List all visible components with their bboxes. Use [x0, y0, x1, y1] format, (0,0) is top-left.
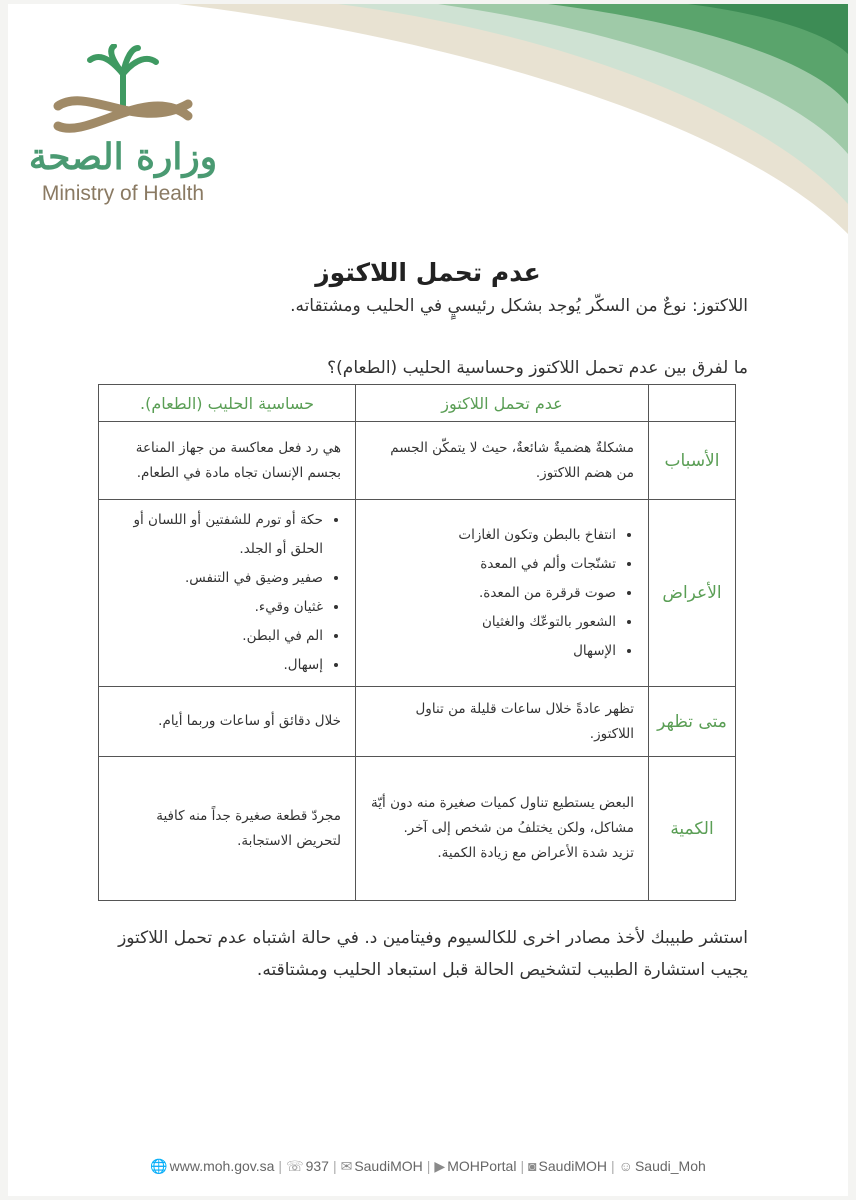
- list-item: • الإسهال: [370, 637, 616, 666]
- list-item: • الشعور بالتوعّك والغثيان: [370, 608, 616, 637]
- advice-text: استشر طبيبك لأخذ مصادر اخرى للكالسيوم وفيتامين د. في حالة اشتباه عدم تحمل اللاكتوز يجيب استشارة الطبيب لتشخيص الحالة قبل استبعاد الحليب ومشتاقته.: [118, 928, 748, 980]
- intro-text: اللاكتوز: نوعٌ من السكّر يُوجد بشكل رئيسيٍ في الحليب ومشتقاته.: [290, 296, 748, 316]
- logo-text-arabic: وزارة الصحة: [28, 136, 218, 178]
- row-label-quantity: الكمية: [649, 757, 736, 901]
- footer-instagram[interactable]: ◙ SaudiMOH: [528, 1158, 608, 1174]
- phone-icon: ☏: [286, 1158, 304, 1174]
- list-item: • صوت قرقرة من المعدة.: [370, 579, 616, 608]
- list-item: • غثيان وقيء.: [113, 593, 323, 622]
- moh-logo: [28, 44, 218, 214]
- list-item: • الم في البطن.: [113, 622, 323, 651]
- footer-divider: |: [611, 1158, 615, 1174]
- question-text: ما لفرق بين عدم تحمل اللاكتوز وحساسية الحليب (الطعام)؟: [327, 358, 748, 378]
- page-title: عدم تحمل اللاكتوز: [315, 258, 541, 287]
- globe-icon: 🌐: [150, 1158, 168, 1174]
- page: [8, 4, 848, 1196]
- instagram-icon: ◙: [528, 1158, 537, 1174]
- table-header-row: [99, 385, 736, 422]
- symptoms-lactose: [356, 500, 649, 687]
- youtube-icon: ▶: [434, 1158, 446, 1174]
- table-row: [99, 757, 736, 901]
- footer-contacts: [8, 1158, 848, 1175]
- comparison-table: [98, 384, 736, 901]
- row-label-onset: متى تظهر: [649, 687, 736, 757]
- footer-website[interactable]: 🌐 www.moh.gov.sa: [150, 1158, 275, 1174]
- list-item: • إسهال.: [113, 651, 323, 680]
- onset-lactose: تظهر عادةً خلال ساعات قليلة من تناول اللاكتوز.: [356, 687, 649, 757]
- quantity-lactose: [356, 757, 649, 901]
- quantity-lactose-line: تزيد شدة الأعراض مع زيادة الكمية.: [437, 845, 634, 861]
- footer-phone[interactable]: ☏ 937: [286, 1158, 329, 1174]
- symptoms-milk: [99, 500, 356, 687]
- row-label-symptoms: الأعراض: [649, 500, 736, 687]
- list-item: • صفير وضيق في التنفس.: [113, 564, 323, 593]
- causes-lactose: مشكلةٌ هضميةٌ شائعةٌ، حيث لا يتمكّن الجسم من هضم اللاكتوز.: [356, 422, 649, 500]
- footer-snapchat[interactable]: ☺ Saudi_Moh: [618, 1158, 706, 1174]
- table-row: [99, 422, 736, 500]
- logo-text-english: Ministry of Health: [41, 182, 205, 205]
- table-corner-cell: [649, 385, 736, 422]
- causes-milk: هي رد فعل معاكسة من جهاز المناعة بجسم الإنسان تجاه مادة في الطعام.: [99, 422, 356, 500]
- footer-divider: |: [426, 1158, 431, 1174]
- list-item: • حكة أو تورم للشفتين أو اللسان أو الحلق أو الجلد.: [113, 506, 323, 564]
- list-item: • انتفاخ بالبطن وتكون الغازات: [370, 521, 616, 550]
- quantity-lactose-line: البعض يستطيع تناول كميات صغيرة منه دون أيّة مشاكل، ولكن يختلفُ من شخص إلى آخر.: [371, 795, 634, 836]
- footer-divider: |: [520, 1158, 525, 1174]
- footer-youtube[interactable]: ▶ MOHPortal: [434, 1158, 517, 1174]
- list-item: • تشنّجات وألم في المعدة: [370, 550, 616, 579]
- palm-swords-icon: [28, 44, 218, 136]
- row-label-causes: الأسباب: [649, 422, 736, 500]
- table-row: [99, 687, 736, 757]
- twitter-icon: ✉: [340, 1158, 353, 1174]
- table-row: [99, 500, 736, 687]
- footer-twitter[interactable]: ✉ SaudiMOH: [340, 1158, 423, 1174]
- onset-milk: خلال دقائق أو ساعات وربما أيام.: [99, 687, 356, 757]
- footer-divider: |: [332, 1158, 337, 1174]
- footer-divider: |: [278, 1158, 283, 1174]
- quantity-milk: مجردّ قطعة صغيرة جداً منه كافية لتحريض الاستجابة.: [99, 757, 356, 901]
- column-header-milk-allergy: حساسية الحليب (الطعام).: [99, 385, 356, 422]
- column-header-lactose: عدم تحمل اللاكتوز: [356, 385, 649, 422]
- snapchat-icon: ☺: [618, 1158, 633, 1174]
